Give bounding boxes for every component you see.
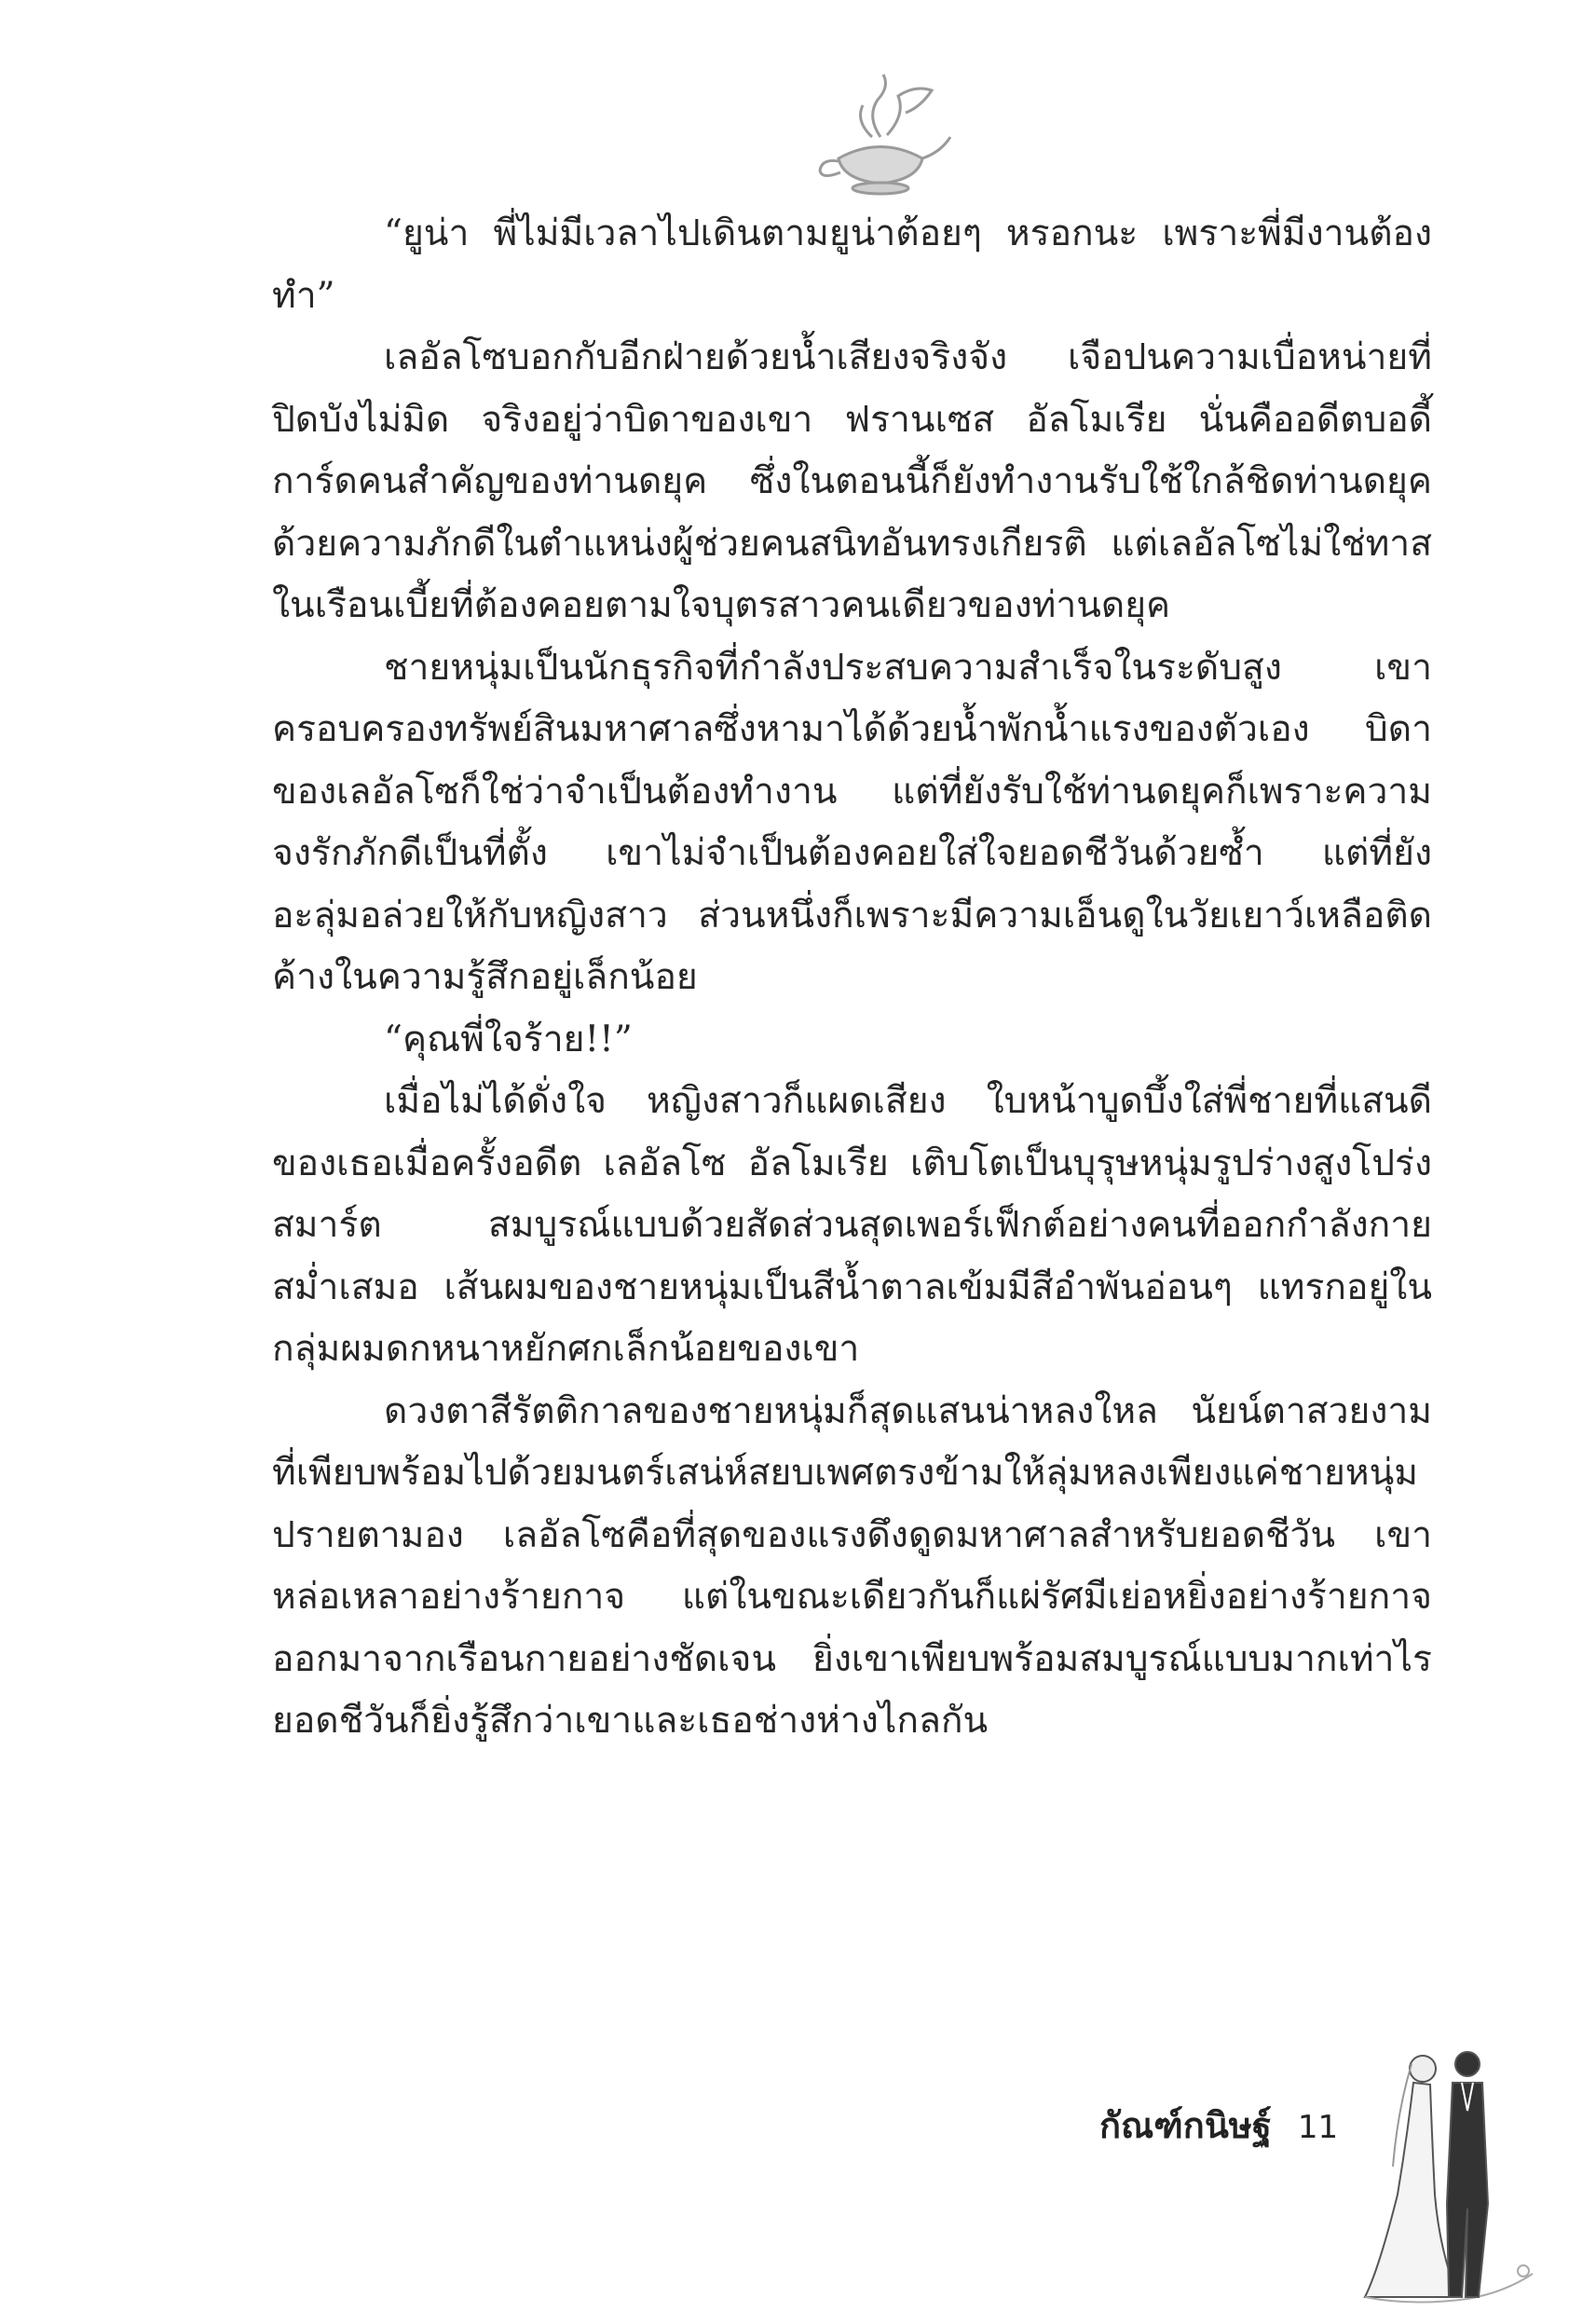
paragraph: เลอัลโซบอกกับอีกฝ่ายด้วยน้ำเสียงจริงจัง เจือปนความเบื่อหน่ายที่ปิดบังไม่มิด จริงอยู่ว่าบิดาของเขา ฟรานเซส อัลโมเรีย นั่นคืออดีตบอดี้การ์ดคนสำคัญของท่านดยุค ซึ่งในตอนนี้ก็ยังทำงานรับใช้ใกล้ชิดท่านดยุคด้วยความภักดีในตำแหน่งผู้ช่วยคนสนิทอันทรงเกียรติ แต่เลอัลโซไม่ใช่ทาสในเรือนเบี้ยที่ต้องคอยตามใจบุตรสาวคนเดียวของท่านดยุค <box>272 336 1432 626</box>
paragraph: ดวงตาสีรัตติกาลของชายหนุ่มก็สุดแสนน่าหลงใหล นัยน์ตาสวยงามที่เพียบพร้อมไปด้วยมนตร์เสน่ห์สยบเพศตรงข้ามให้ลุ่มหลงเพียงแค่ชายหนุ่มปรายตามอง เลอัลโซคือที่สุดของแรงดึงดูดมหาศาลสำหรับยอดชีวัน เขาหล่อเหลาอย่างร้ายกาจ แต่ในขณะเดียวกันก็แผ่รัศมีเย่อหยิ่งอย่างร้ายกาจออกมาจากเรือนกายอย่างชัดเจน ยิ่งเขาเพียบพร้อมสมบูรณ์แบบมากเท่าไร ยอดชีวันก็ยิ่งรู้สึกว่าเขาและเธอช่างห่างไกลกัน <box>272 1389 1432 1742</box>
paragraph: “คุณพี่ใจร้าย!!” <box>384 1018 633 1060</box>
page-footer <box>1099 2097 1338 2153</box>
book-title: กัณฑ์กนิษฐ์ <box>1099 2105 1272 2146</box>
paragraph: ชายหนุ่มเป็นนักธุรกิจที่กำลังประสบความสำเร็จในระดับสูง เขาครอบครองทรัพย์สินมหาศาลซึ่งหามาได้ด้วยน้ำพักน้ำแรงของตัวเอง บิดาของเลอัลโซก็ใช่ว่าจำเป็นต้องทำงาน แต่ที่ยังรับใช้ท่านดยุคก็เพราะความจงรักภักดีเป็นที่ตั้ง เขาไม่จำเป็นต้องคอยใส่ใจยอดชีวันด้วยซ้ำ แต่ที่ยังอะลุ่มอล่วยให้กับหญิงสาว ส่วนหนึ่งก็เพราะมีความเอ็นดูในวัยเยาว์เหลือติดค้างในความรู้สึกอยู่เล็กน้อย <box>272 646 1432 998</box>
body-text <box>272 203 1432 1753</box>
magic-lamp-icon <box>801 70 960 196</box>
page-number: 11 <box>1297 2109 1339 2146</box>
bride-groom-icon <box>1356 2036 1542 2306</box>
paragraph: เมื่อไม่ได้ดั่งใจ หญิงสาวก็แผดเสียง ใบหน้าบูดบึ้งใส่พี่ชายที่แสนดีของเธอเมื่อครั้งอดีต เลอัลโซ อัลโมเรีย เติบโตเป็นบุรุษหนุ่มรูปร่างสูงโปร่ง สมาร์ต สมบูรณ์แบบด้วยสัดส่วนสุดเพอร์เฟ็กต์อย่างคนที่ออกกำลังกายสม่ำเสมอ เส้นผมของชายหนุ่มเป็นสีน้ำตาลเข้มมีสีอำพันอ่อนๆ แทรกอยู่ในกลุ่มผมดกหนาหยักศกเล็กน้อยของเขา <box>272 1080 1432 1370</box>
paragraph: “ยูน่า พี่ไม่มีเวลาไปเดินตามยูน่าต้อยๆ หรอกนะ เพราะพี่มีงานต้องทำ” <box>272 212 1432 317</box>
